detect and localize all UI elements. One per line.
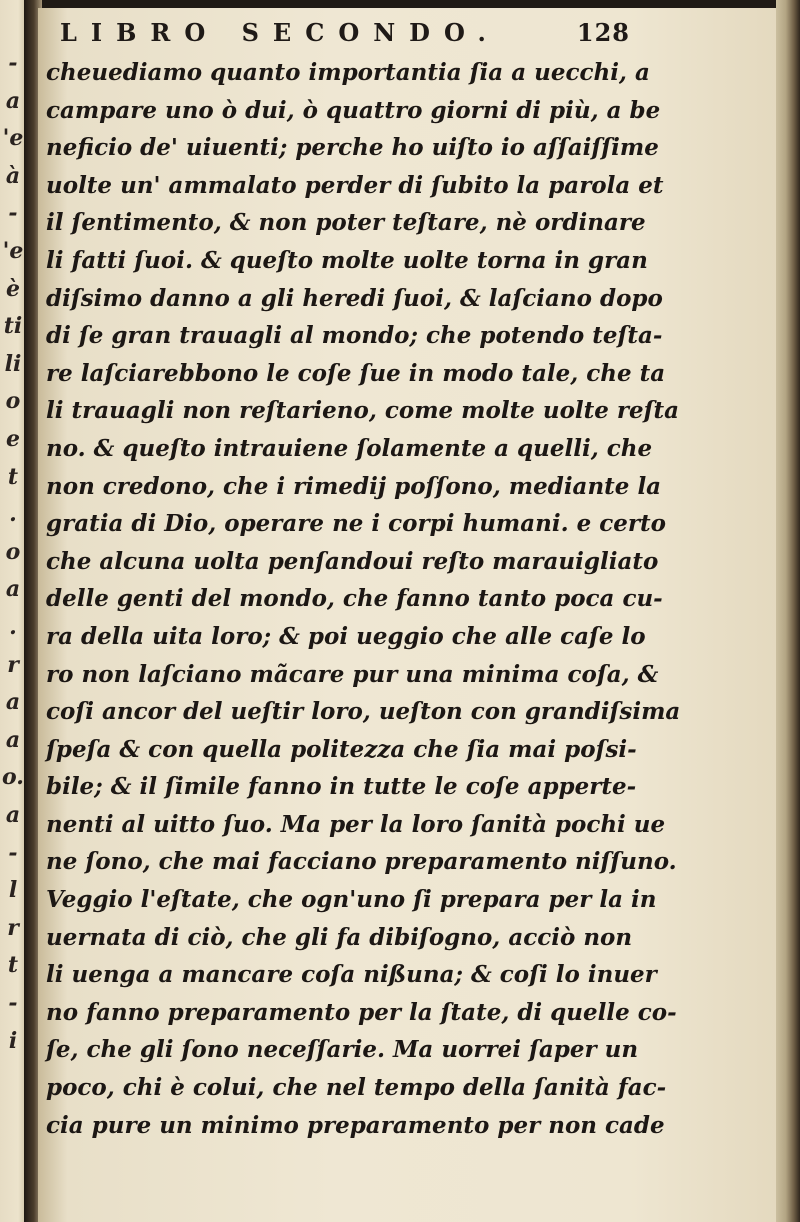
text-line: ra della uita loro; & poi ueggio che alle caſe lo [46, 622, 646, 650]
page-fore-edge [776, 0, 800, 1222]
previous-page-line-end: l [8, 877, 18, 904]
text-line: ſpeſa & con quella politezza che ſia mai poſsi- [46, 735, 637, 763]
text-line: gratia di Dio, operare ne i corpi humani. e certo [46, 510, 666, 538]
previous-page-line-end: à [5, 162, 21, 189]
previous-page-line-end: o [5, 388, 21, 415]
previous-page-line-end: . [9, 501, 17, 528]
previous-page-line-end: . [9, 614, 17, 640]
previous-page-line-end: o. [2, 764, 24, 791]
text-line: ne ſono, che mai facciano preparamento niſſuno. [46, 848, 677, 876]
previous-page-line-end: - [8, 200, 18, 227]
text-line: li trauagli non reſtarieno, come molte uolte reſta [46, 397, 680, 425]
text-line: uernata di ciò, che gli fa dibiſogno, acciò non [46, 923, 633, 951]
text-line: cia pure un minimo preparamento per non cade [46, 1111, 665, 1139]
text-line: bile; & il ſimile fanno in tutte le coſe apperte- [46, 773, 637, 801]
previous-page-line-end: t [7, 952, 19, 979]
previous-page-line-end: a [5, 689, 21, 716]
running-head [60, 18, 630, 54]
text-line: li fatti ſuoi. & queſto molte uolte torna in gran [46, 246, 648, 274]
text-line: delle genti del mondo, che fanno tanto poca cu- [46, 585, 663, 613]
text-line: uolte un' ammalato perder di ſubito la parola et [46, 171, 664, 199]
previous-page-line-end: e [6, 426, 20, 452]
text-line: non credono, che i rimedij poſſono, mediante la [46, 472, 662, 500]
previous-page-line-end: ti [3, 313, 23, 340]
previous-page-line-end: a [5, 87, 21, 114]
previous-page-line-end: li [4, 350, 22, 377]
text-line: Veggio l'eſtate, che ogn'uno ſi prepara per la in [46, 886, 657, 914]
text-line: cheuediamo quanto importantia ſia a uecchi, a [46, 59, 650, 86]
book-page [38, 8, 776, 1222]
page-number: 128 [576, 18, 630, 47]
text-line: diſsimo danno a gli heredi ſuoi, & laſciano dopo [46, 284, 663, 312]
text-line: di ſe gran trauagli al mondo; che potendo teſta- [46, 322, 663, 350]
text-line: re laſciarebbono le coſe ſue in modo tale, che ta [46, 359, 666, 387]
previous-page-line-end: è [6, 275, 20, 302]
text-line: il ſentimento, & non poter teſtare, nè ordinare [46, 209, 646, 237]
previous-page-line-end: - [8, 50, 18, 76]
previous-page-line-end: i [8, 1027, 18, 1054]
text-line: poco, chi è colui, che nel tempo della ſanità fac- [46, 1074, 667, 1102]
text-line: no fanno preparamento per la ſtate, di quelle co- [46, 998, 677, 1026]
previous-page-line-end: a [5, 726, 21, 753]
previous-page-line-end: - [8, 990, 18, 1016]
previous-page-line-end: t [7, 463, 19, 490]
text-line: no. & queſto intrauiene ſolamente a quelli, che [46, 434, 653, 462]
page-body-text [46, 54, 681, 1144]
text-line: ſe, che gli ſono neceſſarie. Ma uorrei ſaper un [46, 1036, 639, 1064]
previous-page-line-end: r [7, 651, 19, 678]
text-line: coſi ancor del ueſtir loro, ueſton con grandiſsima [46, 698, 681, 726]
previous-page-line-end: a [5, 576, 21, 603]
previous-page-line-end: 'e [2, 238, 24, 264]
previous-page-line-end: a [5, 802, 21, 828]
text-line: neficio de' uiuenti; perche ho uiſto io aſſaiſſime [46, 134, 659, 162]
text-line: li uenga a mancare coſa nißuna; & coſi lo inuer [46, 961, 657, 989]
previous-page-line-end: r [7, 914, 19, 941]
previous-page-edge [0, 0, 26, 1222]
previous-page-line-end: 'e [2, 125, 24, 152]
previous-page-line-end: o [5, 538, 21, 565]
previous-page-line-end: - [8, 839, 18, 866]
text-line: campare uno ò dui, ò quattro giorni di più, a be [46, 96, 661, 124]
text-line: che alcuna uolta penſandoui reſto marauigliato [46, 547, 659, 575]
running-head-title: LIBRO SECONDO. [60, 18, 500, 47]
text-line: ro non laſciano mãcare pur una minima coſa, & [46, 660, 659, 688]
text-line: nenti al uitto ſuo. Ma per la loro ſanità pochi ue [46, 810, 666, 838]
